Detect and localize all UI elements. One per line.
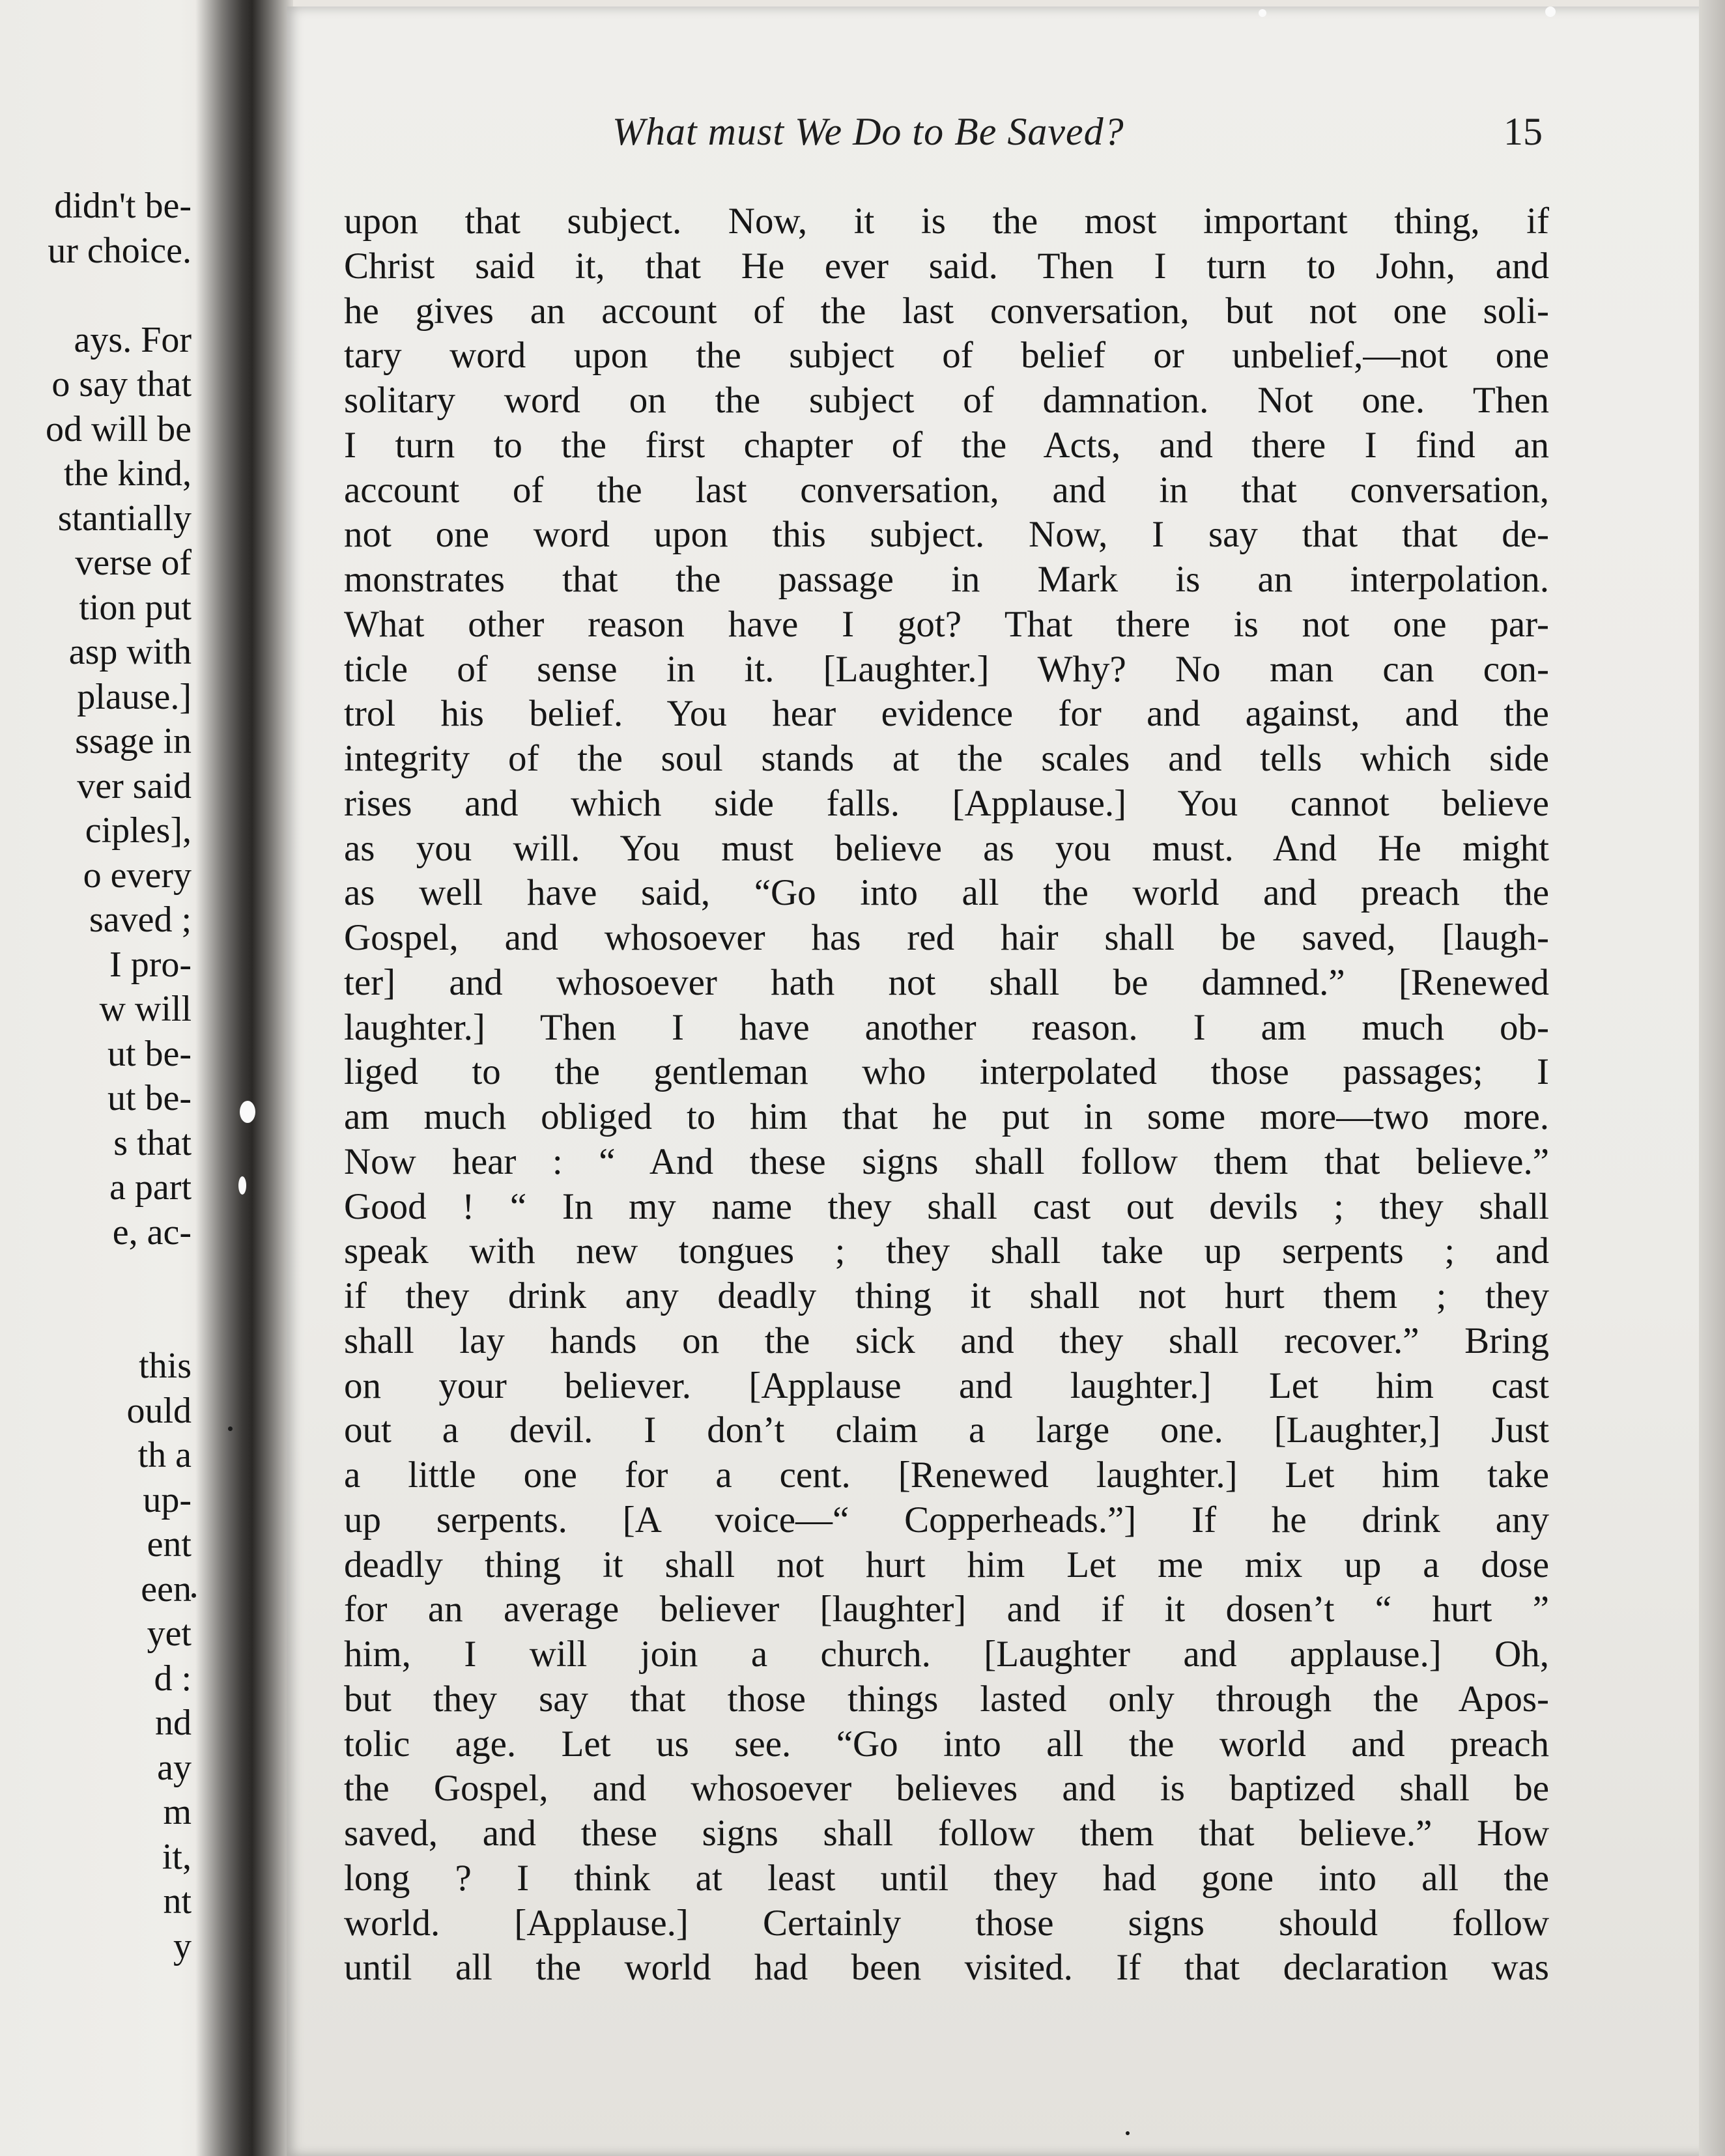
page-number: 15 [1504,110,1543,153]
body-line: if they drink any deadly thing it shall not hurt them ; they [344,1275,1549,1316]
left-page-line: verse of [75,543,192,583]
body-line: Christ said it, that He ever said. Then I turn to John, and [344,245,1549,287]
left-page-line: it, [162,1836,192,1877]
left-page-line: w will [99,989,192,1029]
left-page-line: plause.] [77,676,192,717]
body-line: until all the world had been visited. If that declaration was [344,1947,1549,1989]
left-page-line: o say that [51,364,192,404]
body-line: rises and which side falls. [Applause.] You cannot believe [344,782,1549,824]
body-line: speak with new tongues ; they shall take up serpents ; and [344,1230,1549,1272]
body-line: on your believer. [Applause and laughter.] Let him cast [344,1365,1549,1406]
left-page-text [0,184,192,1968]
body-line: as you will. You must believe as you must. And He might [344,827,1549,869]
left-page-line [0,1299,192,1344]
left-page-line: up- [143,1479,192,1520]
body-line: not one word upon this subject. Now, I say that that de- [344,514,1549,556]
body-line: What other reason have I got? That there is not one par- [344,603,1549,645]
left-page-line: ent [147,1524,192,1565]
left-page-line: tion put [79,587,192,628]
left-page-line [0,1255,192,1299]
left-page-line: the kind, [64,453,192,494]
left-page-line: ciples], [85,810,192,851]
body-line: trol his belief. You hear evidence for and against, and the [344,693,1549,735]
left-page-line: asp with [68,632,192,672]
left-page-line: ay [157,1747,192,1788]
body-line: laughter.] Then I have another reason. I am much ob- [344,1006,1549,1048]
body-line: he gives an account of the last conversation, but not one soli- [344,290,1549,332]
left-page-line: ut be- [107,1078,192,1118]
left-page-line: I pro- [109,944,192,985]
left-page-line: s that [113,1122,192,1163]
body-line: Now hear : “ And these signs shall follow them that believe.” [344,1141,1549,1182]
body-line: tary word upon the subject of belief or unbelief,—not one [344,335,1549,376]
dust-speck [192,1593,196,1598]
left-page-line: d : [154,1658,192,1699]
dust-speck [240,1101,255,1123]
left-page-line: nd [155,1703,192,1743]
left-page-line [0,273,192,318]
left-page-line: yet [147,1613,192,1654]
left-page-line: ver said [77,765,192,806]
left-page-line: ays. For [74,319,192,360]
body-line: world. [Applause.] Certainly those signs should follow [344,1902,1549,1944]
body-line: am much obliged to him that he put in some more—two more. [344,1096,1549,1137]
body-line: ticle of sense in it. [Laughter.] Why? No man can con- [344,648,1549,690]
left-page-line: ssage in [75,721,192,761]
body-line: long ? I think at least until they had gone into all the [344,1857,1549,1899]
left-page-line: a part [109,1167,192,1208]
left-page-line: stantially [57,498,192,539]
body-line: him, I will join a church. [Laughter and applause.] Oh, [344,1634,1549,1675]
body-line: monstrates that the passage in Mark is an interpolation. [344,559,1549,600]
body-line: integrity of the soul stands at the scales and tells which side [344,738,1549,779]
left-page-line: ould [126,1390,192,1431]
body-line: up serpents. [A voice—“ Copperheads.”] If he drink any [344,1499,1549,1540]
body-text [344,199,1549,1991]
body-line: tolic age. Let us see. “Go into all the world and preach [344,1723,1549,1765]
left-page-line: nt [163,1881,192,1922]
body-line: saved, and these signs shall follow them that believe.” How [344,1813,1549,1854]
left-page-line: ut be- [107,1033,192,1074]
body-line: a little one for a cent. [Renewed laughter.] Let him take [344,1454,1549,1496]
body-line: as well have said, “Go into all the world and preach the [344,872,1549,914]
left-page-line: y [173,1925,192,1966]
dust-speck [238,1176,246,1195]
body-line: but they say that those things lasted only through the Apos- [344,1678,1549,1720]
left-page-line: this [139,1346,192,1386]
left-page-line: didn't be- [54,186,192,226]
dust-speck [1126,2131,1130,2135]
dust-speck [228,1426,233,1431]
left-page-line: od will be [46,408,192,449]
body-line: ter] and whosoever hath not shall be damned.” [Renewed [344,961,1549,1003]
left-page-line: ur choice. [48,230,192,271]
body-line: for an average believer [laughter] and if it dosen’t “ hurt ” [344,1589,1549,1630]
left-page-line: m [163,1792,192,1832]
body-line: account of the last conversation, and in that conversation, [344,469,1549,511]
running-head: What must We Do to Be Saved? [612,110,1124,153]
dust-speck [1259,9,1266,17]
left-page-line: e, ac- [112,1212,192,1253]
body-line: Gospel, and whosoever has red hair shall be saved, [laugh- [344,917,1549,958]
body-line: deadly thing it shall not hurt him Let me mix up a dose [344,1544,1549,1585]
body-line: shall lay hands on the sick and they shall recover.” Bring [344,1320,1549,1361]
body-line: I turn to the first chapter of the Acts, and there I find an [344,424,1549,466]
page-edge [1699,0,1725,2156]
left-page-line: saved ; [89,900,192,940]
left-page-line: een [141,1568,192,1610]
body-line: solitary word on the subject of damnation. Not one. Then [344,380,1549,421]
body-line: upon that subject. Now, it is the most important thing, if [344,201,1549,242]
left-page-line: o every [83,855,192,896]
body-line: the Gospel, and whosoever believes and is baptized shall be [344,1768,1549,1809]
book-gutter [195,0,293,2156]
left-page-line: th a [137,1435,192,1475]
body-line: Good ! “ In my name they shall cast out devils ; they shall [344,1185,1549,1227]
body-line: out a devil. I don’t claim a large one. [Laughter,] Just [344,1410,1549,1451]
body-line: liged to the gentleman who interpolated those passages; I [344,1051,1549,1093]
dust-speck [1545,7,1556,17]
